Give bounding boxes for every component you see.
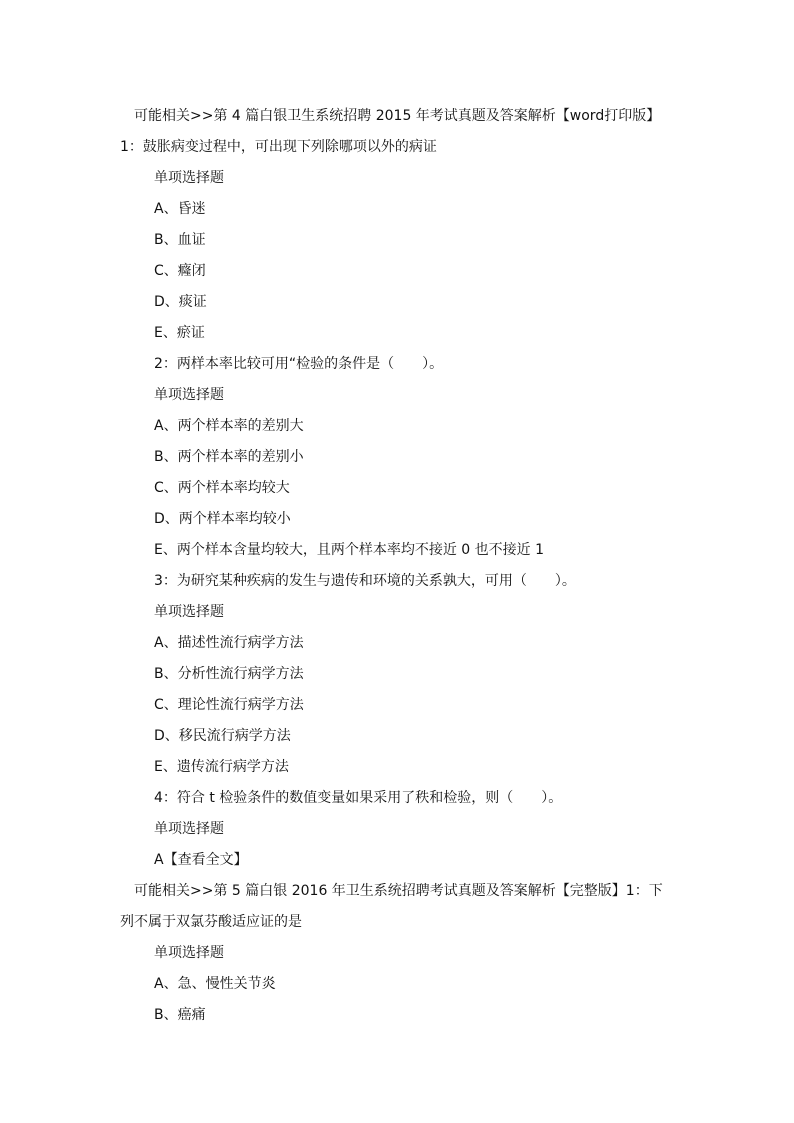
option-c: C、两个样本率均较大 [154,480,290,496]
related-article-intro-2[interactable]: 可能相关>>第 5 篇白银 2016 年卫生系统招聘考试真题及答案解析【完整版】1：下列不属于双氯芬酸适应证的是 [120,883,663,930]
question-stem-4: 4：符合 t 检验条件的数值变量如果采用了秩和检验，则（ ）。 [154,790,563,806]
option-e: E、两个样本含量均较大，且两个样本率均不接近 0 也不接近 1 [154,542,545,558]
option-d: D、移民流行病学方法 [154,728,291,744]
option-a: A、描述性流行病学方法 [154,635,304,651]
option-d: D、痰证 [154,294,207,310]
option-a: A、两个样本率的差别大 [154,418,304,434]
option-b: B、分析性流行病学方法 [154,666,304,682]
option-b: B、血证 [154,232,206,248]
option-e: E、遗传流行病学方法 [154,759,289,775]
option-a: A、急、慢性关节炎 [154,976,276,992]
option-d: D、两个样本率均较小 [154,511,291,527]
question-type-label: 单项选择题 [154,945,224,961]
view-full-text-link[interactable]: A【查看全文】 [154,852,248,868]
document-body [120,101,676,1031]
option-c: C、理论性流行病学方法 [154,697,304,713]
question-type-label: 单项选择题 [154,604,224,620]
question-stem-2: 2：两样本率比较可用“检验的条件是（ ）。 [154,356,444,372]
question-type-label: 单项选择题 [154,821,224,837]
question-type-label: 单项选择题 [154,170,224,186]
related-article-intro-1[interactable]: 可能相关>>第 4 篇白银卫生系统招聘 2015 年考试真题及答案解析【word打印版】1：鼓胀病变过程中，可出现下列除哪项以外的病证 [120,108,661,155]
question-stem-3: 3：为研究某种疾病的发生与遗传和环境的关系孰大，可用（ ）。 [154,573,576,589]
option-b: B、癌痛 [154,1007,206,1023]
option-a: A、昏迷 [154,201,206,217]
option-c: C、癃闭 [154,263,206,279]
option-b: B、两个样本率的差别小 [154,449,304,465]
question-type-label: 单项选择题 [154,387,224,403]
option-e: E、瘀证 [154,325,205,341]
